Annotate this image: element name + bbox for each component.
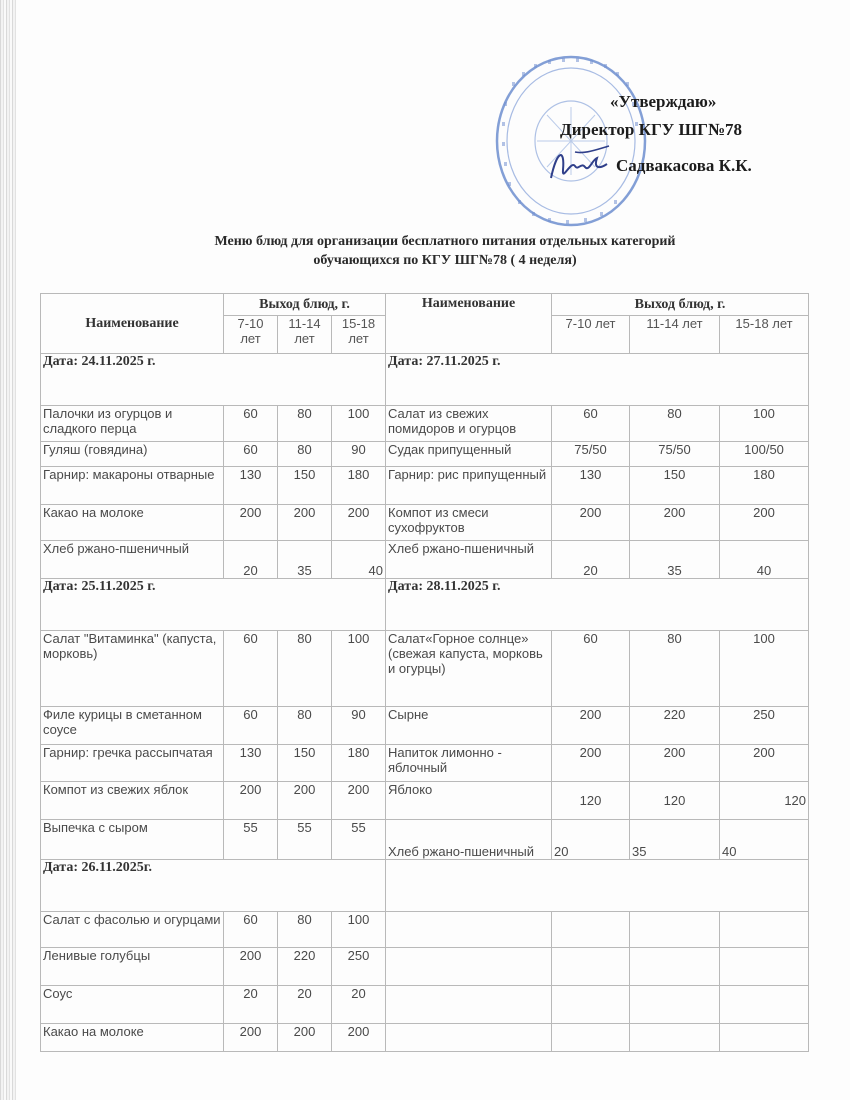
dish-name: Хлеб ржано-пшеничный xyxy=(386,820,552,860)
approval-signatory: Садвакасова К.К. xyxy=(616,156,752,175)
portion-11-14: 220 xyxy=(630,707,720,745)
dish-name: Салат "Витаминка" (капуста, морковь) xyxy=(41,631,224,707)
portion-15-18: 120 xyxy=(720,782,809,820)
portion-11-14: 200 xyxy=(278,1024,332,1052)
portion-11-14: 35 xyxy=(630,541,720,579)
empty-cell xyxy=(630,912,720,948)
portion-15-18: 90 xyxy=(332,707,386,745)
portion-15-18: 100 xyxy=(720,406,809,442)
portion-11-14: 200 xyxy=(278,505,332,541)
portion-15-18: 40 xyxy=(332,541,386,579)
date-row xyxy=(41,860,809,912)
header-age-11-14: 11-14 лет xyxy=(630,316,720,354)
table-row xyxy=(41,467,809,505)
portion-15-18: 200 xyxy=(332,1024,386,1052)
date-label: Дата: 26.11.2025г. xyxy=(41,860,386,912)
header-age-7-10: 7-10 лет xyxy=(552,316,630,354)
portion-7-10: 200 xyxy=(552,707,630,745)
portion-11-14: 35 xyxy=(630,820,720,860)
dish-name: Компот из свежих яблок xyxy=(41,782,224,820)
portion-15-18: 180 xyxy=(332,467,386,505)
portion-7-10: 130 xyxy=(224,467,278,505)
portion-15-18: 200 xyxy=(332,505,386,541)
portion-7-10: 75/50 xyxy=(552,442,630,467)
table-row xyxy=(41,745,809,782)
dish-name: Хлеб ржано-пшеничный xyxy=(386,541,552,579)
portion-7-10: 20 xyxy=(224,541,278,579)
portion-7-10: 20 xyxy=(552,541,630,579)
date-label: Дата: 25.11.2025 г. xyxy=(41,579,386,631)
table-row xyxy=(41,631,809,707)
header-row-1 xyxy=(41,294,809,316)
portion-11-14: 80 xyxy=(278,406,332,442)
portion-11-14: 150 xyxy=(630,467,720,505)
portion-11-14: 200 xyxy=(278,782,332,820)
table-row xyxy=(41,948,809,986)
portion-11-14: 35 xyxy=(278,541,332,579)
portion-7-10: 20 xyxy=(552,820,630,860)
portion-7-10: 60 xyxy=(224,912,278,948)
dish-name: Гарнир: макароны отварные xyxy=(41,467,224,505)
dish-name: Какао на молоке xyxy=(41,1024,224,1052)
portion-15-18: 40 xyxy=(720,820,809,860)
portion-7-10: 200 xyxy=(552,505,630,541)
portion-7-10: 60 xyxy=(224,707,278,745)
portion-7-10: 20 xyxy=(224,986,278,1024)
empty-cell xyxy=(630,986,720,1024)
dish-name: Салат из свежих помидоров и огурцов xyxy=(386,406,552,442)
table-row xyxy=(41,707,809,745)
portion-15-18: 180 xyxy=(332,745,386,782)
portion-11-14: 80 xyxy=(630,631,720,707)
date-row xyxy=(41,354,809,406)
title-line-2: обучающихся по КГУ ШГ№78 ( 4 неделя) xyxy=(313,253,577,268)
portion-11-14: 120 xyxy=(630,782,720,820)
empty-cell xyxy=(386,1024,552,1052)
portion-15-18: 180 xyxy=(720,467,809,505)
portion-7-10: 200 xyxy=(224,948,278,986)
table-row xyxy=(41,505,809,541)
portion-15-18: 250 xyxy=(720,707,809,745)
portion-7-10: 60 xyxy=(552,631,630,707)
portion-11-14: 200 xyxy=(630,745,720,782)
portion-15-18: 250 xyxy=(332,948,386,986)
empty-cell xyxy=(386,948,552,986)
scan-edge xyxy=(0,0,16,1100)
portion-15-18: 55 xyxy=(332,820,386,860)
empty-cell xyxy=(552,912,630,948)
dish-name: Какао на молоке xyxy=(41,505,224,541)
portion-7-10: 60 xyxy=(224,406,278,442)
portion-11-14: 80 xyxy=(278,631,332,707)
dish-name: Хлеб ржано-пшеничный xyxy=(41,541,224,579)
table-row xyxy=(41,820,809,860)
empty-cell xyxy=(552,948,630,986)
header-age-15-18: 15-18 лет xyxy=(720,316,809,354)
portion-7-10: 200 xyxy=(224,782,278,820)
approval-position: Директор КГУ ШГ№78 xyxy=(560,120,743,139)
table-row xyxy=(41,406,809,442)
portion-15-18: 100 xyxy=(332,631,386,707)
header-name-left: Наименование xyxy=(41,294,224,354)
table-row xyxy=(41,986,809,1024)
date-label: Дата: 27.11.2025 г. xyxy=(386,354,809,406)
portion-11-14: 80 xyxy=(278,912,332,948)
empty-cell xyxy=(630,948,720,986)
date-row xyxy=(41,579,809,631)
portion-11-14: 150 xyxy=(278,467,332,505)
portion-11-14: 20 xyxy=(278,986,332,1024)
portion-7-10: 200 xyxy=(552,745,630,782)
portion-11-14: 80 xyxy=(278,707,332,745)
portion-15-18: 90 xyxy=(332,442,386,467)
portion-7-10: 200 xyxy=(224,1024,278,1052)
portion-11-14: 200 xyxy=(630,505,720,541)
portion-7-10: 200 xyxy=(224,505,278,541)
header-age-7-10: 7-10 лет xyxy=(224,316,278,354)
dish-name: Выпечка с сыром xyxy=(41,820,224,860)
portion-15-18: 200 xyxy=(332,782,386,820)
portion-11-14: 150 xyxy=(278,745,332,782)
empty-cell xyxy=(720,912,809,948)
dish-name: Соус xyxy=(41,986,224,1024)
portion-7-10: 120 xyxy=(552,782,630,820)
dish-name: Гуляш (говядина) xyxy=(41,442,224,467)
empty-cell xyxy=(720,948,809,986)
approval-heading: «Утверждаю» xyxy=(610,92,717,111)
portion-7-10: 130 xyxy=(552,467,630,505)
portion-7-10: 60 xyxy=(552,406,630,442)
dish-name: Яблоко xyxy=(386,782,552,820)
empty-cell xyxy=(720,1024,809,1052)
menu-table xyxy=(40,293,809,1052)
empty-cell xyxy=(386,912,552,948)
director-signature xyxy=(545,140,615,190)
header-output-right: Выход блюд, г. xyxy=(552,294,809,316)
dish-name: Салат«Горное солнце» (свежая капуста, морковь и огурцы) xyxy=(386,631,552,707)
portion-15-18: 20 xyxy=(332,986,386,1024)
title-line-1: Меню блюд для организации бесплатного питания отдельных категорий xyxy=(214,234,676,249)
portion-7-10: 60 xyxy=(224,442,278,467)
dish-name: Ленивые голубцы xyxy=(41,948,224,986)
portion-11-14: 55 xyxy=(278,820,332,860)
empty-cell xyxy=(720,986,809,1024)
table-row xyxy=(41,442,809,467)
date-label: Дата: 24.11.2025 г. xyxy=(41,354,386,406)
portion-7-10: 130 xyxy=(224,745,278,782)
portion-15-18: 200 xyxy=(720,505,809,541)
empty-cell xyxy=(552,986,630,1024)
portion-11-14: 220 xyxy=(278,948,332,986)
empty-cell xyxy=(552,1024,630,1052)
portion-15-18: 40 xyxy=(720,541,809,579)
dish-name: Судак припущенный xyxy=(386,442,552,467)
table-row xyxy=(41,1024,809,1052)
portion-15-18: 100 xyxy=(332,406,386,442)
portion-15-18: 100 xyxy=(720,631,809,707)
portion-11-14: 80 xyxy=(278,442,332,467)
dish-name: Гарнир: гречка рассыпчатая xyxy=(41,745,224,782)
date-label: Дата: 28.11.2025 г. xyxy=(386,579,809,631)
dish-name: Салат с фасолью и огурцами xyxy=(41,912,224,948)
empty-cell xyxy=(386,986,552,1024)
dish-name: Сырне xyxy=(386,707,552,745)
dish-name: Гарнир: рис припущенный xyxy=(386,467,552,505)
dish-name: Напиток лимонно - яблочный xyxy=(386,745,552,782)
dish-name: Палочки из огурцов и сладкого перца xyxy=(41,406,224,442)
portion-15-18: 100 xyxy=(332,912,386,948)
portion-15-18: 100/50 xyxy=(720,442,809,467)
header-age-15-18: 15-18 лет xyxy=(332,316,386,354)
portion-11-14: 80 xyxy=(630,406,720,442)
empty-cell xyxy=(630,1024,720,1052)
header-name-right: Наименование xyxy=(386,294,552,354)
header-output-left: Выход блюд, г. xyxy=(224,294,386,316)
portion-7-10: 55 xyxy=(224,820,278,860)
header-age-11-14: 11-14 лет xyxy=(278,316,332,354)
portion-11-14: 75/50 xyxy=(630,442,720,467)
document-title xyxy=(120,232,770,270)
date-label-empty xyxy=(386,860,809,912)
table-row xyxy=(41,541,809,579)
portion-7-10: 60 xyxy=(224,631,278,707)
table-row xyxy=(41,912,809,948)
table-row xyxy=(41,782,809,820)
dish-name: Компот из смеси сухофруктов xyxy=(386,505,552,541)
portion-15-18: 200 xyxy=(720,745,809,782)
dish-name: Филе курицы в сметанном соусе xyxy=(41,707,224,745)
